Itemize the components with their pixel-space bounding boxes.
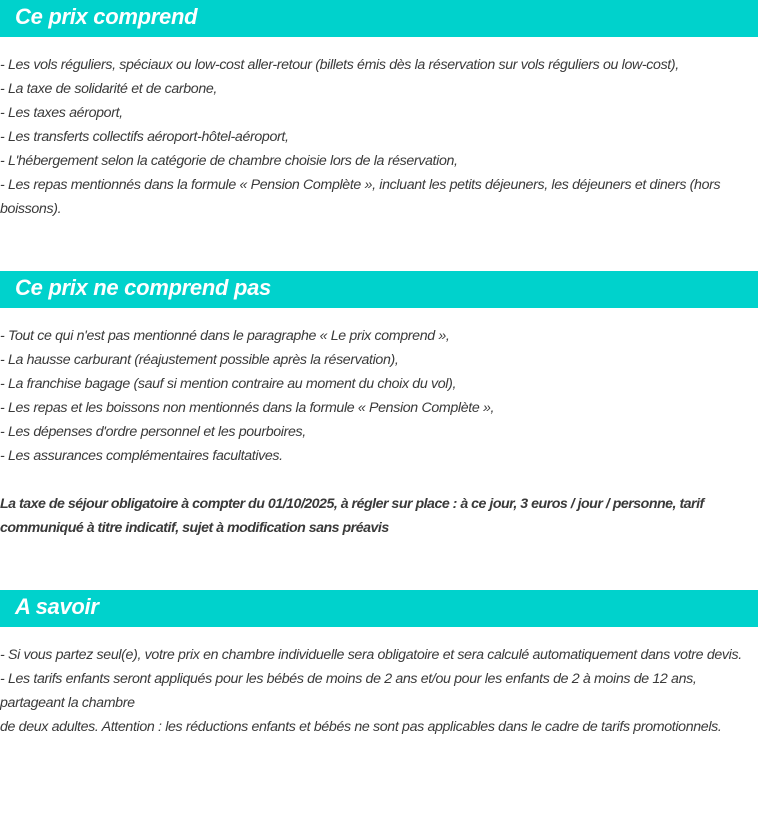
section-header-info bbox=[0, 590, 758, 627]
section-header-excludes bbox=[0, 271, 758, 308]
section-header-includes bbox=[0, 0, 758, 37]
list-item: de deux adultes. Attention : les réductions enfants et bébés ne sont pas applicables dans le cadre de tarifs promotionnels. bbox=[0, 719, 722, 735]
excludes-list bbox=[0, 324, 758, 468]
list-item: - Les repas mentionnés dans la formule « Pension Complète », incluant les petits déjeuners, les déjeuners et diners (hors boissons). bbox=[0, 177, 721, 217]
tourist-tax-note: La taxe de séjour obligatoire à compter du 01/10/2025, à régler sur place : à ce jour, 3 euros / jour / personne, tarif communiqué à titre indicatif, sujet à modification sans préavis bbox=[0, 496, 704, 536]
list-item: - L'hébergement selon la catégorie de chambre choisie lors de la réservation, bbox=[0, 153, 458, 169]
list-item: - Les tarifs enfants seront appliqués pour les bébés de moins de 2 ans et/ou pour les enfants de 2 à moins de 12 ans, partageant la chambre bbox=[0, 671, 697, 711]
section-title: Ce prix comprend bbox=[15, 4, 198, 29]
list-item: - Les transferts collectifs aéroport-hôtel-aéroport, bbox=[0, 129, 289, 145]
list-item: - Tout ce qui n'est pas mentionné dans le paragraphe « Le prix comprend », bbox=[0, 328, 450, 344]
list-item: - La taxe de solidarité et de carbone, bbox=[0, 81, 217, 97]
list-item: - Les vols réguliers, spéciaux ou low-cost aller-retour (billets émis dès la réservation sur vols réguliers ou low-cost), bbox=[0, 57, 679, 73]
info-list bbox=[0, 643, 758, 739]
section-title: Ce prix ne comprend pas bbox=[15, 275, 271, 300]
includes-list bbox=[0, 53, 758, 221]
list-item: - Les taxes aéroport, bbox=[0, 105, 123, 121]
list-item: - La franchise bagage (sauf si mention contraire au moment du choix du vol), bbox=[0, 376, 457, 392]
list-item: - Si vous partez seul(e), votre prix en chambre individuelle sera obligatoire et sera calculé automatiquement dans votre devis. bbox=[0, 647, 742, 663]
section-title: A savoir bbox=[15, 594, 99, 619]
list-item: - Les dépenses d'ordre personnel et les pourboires, bbox=[0, 424, 306, 440]
list-item: - Les repas et les boissons non mentionnés dans la formule « Pension Complète », bbox=[0, 400, 495, 416]
list-item: - Les assurances complémentaires facultatives. bbox=[0, 448, 283, 464]
list-item: - La hausse carburant (réajustement possible après la réservation), bbox=[0, 352, 399, 368]
